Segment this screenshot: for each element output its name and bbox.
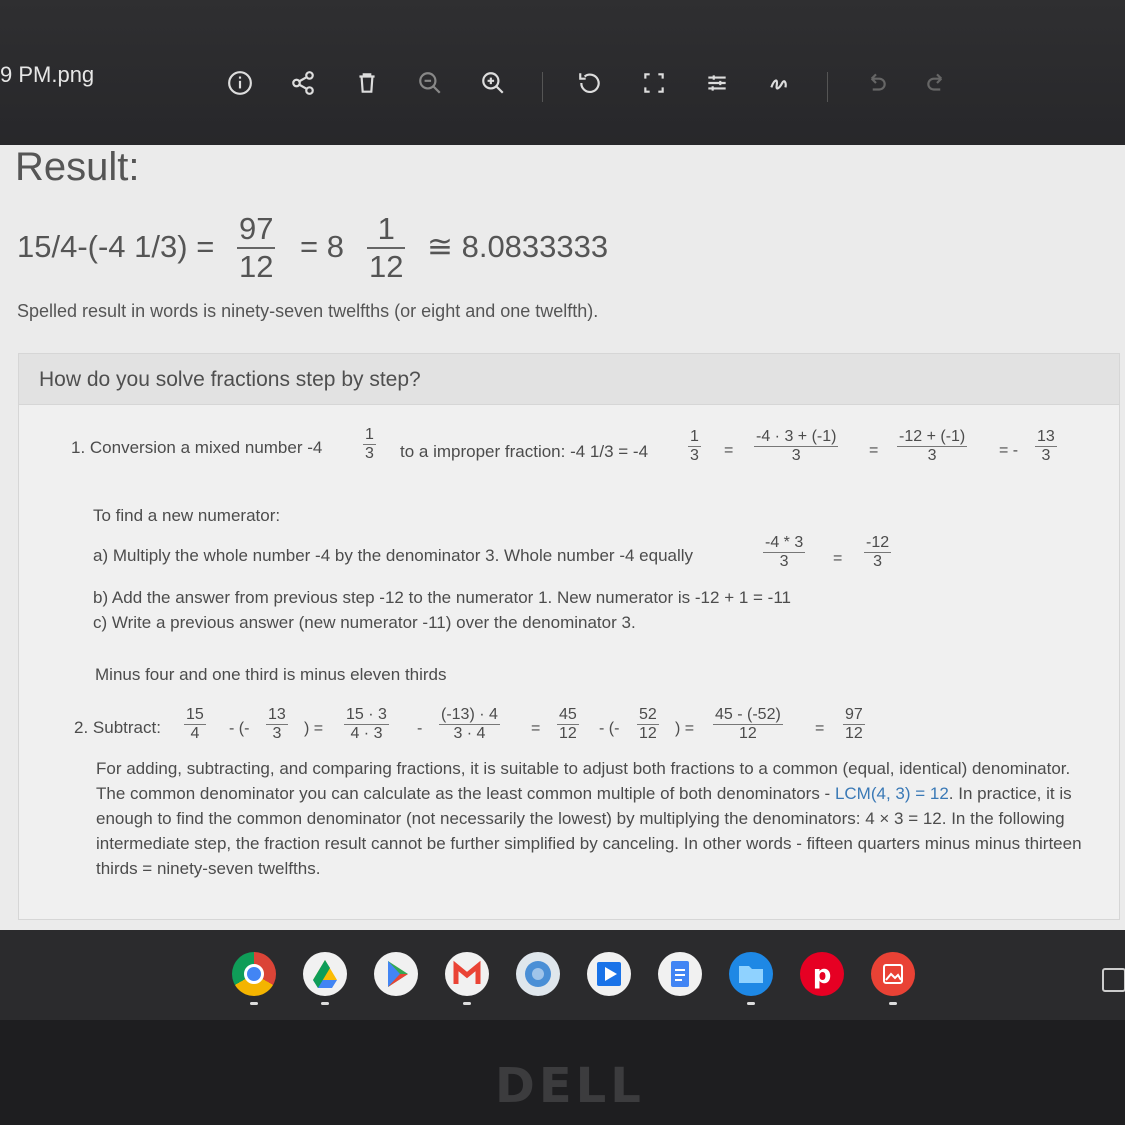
- step2-label: 2. Subtract:: [74, 718, 161, 737]
- step1-fraction: $\frac{-12 + (-1)}{3}$: [899, 428, 966, 464]
- step2-fraction: $\frac{52}{12}$: [639, 706, 657, 742]
- step2-operator: =: [815, 720, 825, 737]
- gmail-icon[interactable]: [445, 952, 489, 996]
- pinterest-icon[interactable]: [800, 952, 844, 996]
- step1-operator: =: [869, 442, 879, 459]
- docs-icon[interactable]: [658, 952, 702, 996]
- step1-text: to a improper fraction: -4 1/3 = -4: [400, 442, 649, 461]
- result-mixed-fraction: $\frac{1}{12}$: [369, 211, 404, 284]
- overview-icon[interactable]: [1102, 968, 1125, 992]
- dell-logo: DELL: [495, 1058, 645, 1114]
- step1-text: 1. Conversion a mixed number -4: [71, 438, 323, 457]
- redo-icon[interactable]: [920, 66, 954, 100]
- markup-icon[interactable]: [763, 66, 797, 100]
- zoom-out-icon[interactable]: [413, 66, 447, 100]
- step2-fraction: $\frac{45}{12}$: [559, 706, 577, 742]
- share-icon[interactable]: [286, 66, 320, 100]
- substep-a: a) Multiply the whole number -4 by the denominator 3. Whole number -4 equally: [93, 546, 694, 565]
- rotate-icon[interactable]: [573, 66, 607, 100]
- step2-fraction: $\frac{(-13) \cdot 4}{3 \cdot 4}$: [441, 706, 498, 742]
- substep-b: b) Add the answer from previous step -12 to the numerator 1. New numerator is -12 + 1 = -11: [93, 588, 791, 607]
- step1-fraction: $\frac{1}{3}$: [365, 426, 374, 462]
- step2-fraction: $\frac{13}{3}$: [268, 706, 286, 742]
- step1-operator: =: [724, 442, 734, 459]
- result-decimal: ≅ 8.0833333: [427, 229, 609, 264]
- svg-text:p: p: [812, 960, 832, 990]
- step2-fraction: $\frac{15}{4}$: [186, 706, 204, 742]
- substep-c: c) Write a previous answer (new numerator -11) over the denominator 3.: [93, 613, 636, 632]
- step1-fraction: $\frac{13}{3}$: [1037, 428, 1055, 464]
- steps-panel: [18, 353, 1120, 920]
- substep-a-operator: =: [833, 550, 843, 567]
- adjust-icon[interactable]: [700, 66, 734, 100]
- gallery-icon[interactable]: [871, 952, 915, 996]
- result-expression: 15/4-(-4 1/3) =: [17, 229, 215, 264]
- steps-header: [19, 354, 1119, 405]
- step1-fraction: $\frac{1}{3}$: [690, 428, 699, 464]
- result-whole: = 8: [300, 229, 344, 264]
- step1-operator: = -: [999, 442, 1019, 459]
- result-fraction: $\frac{97}{12}$: [239, 211, 274, 284]
- step2-operator: - (-: [599, 720, 620, 737]
- undo-icon[interactable]: [859, 66, 893, 100]
- viewer-toolbar: [0, 0, 1125, 150]
- step2-operator: -: [417, 720, 423, 737]
- steps-heading: How do you solve fractions step by step?: [39, 368, 421, 391]
- step2-operator: ) =: [675, 720, 695, 737]
- chrome-icon[interactable]: [232, 952, 276, 996]
- file-name: 9 PM.png: [0, 62, 95, 87]
- spelled-result: Spelled result in words is ninety-seven twelfths (or eight and one twelfth).: [17, 301, 599, 321]
- step2-fraction: $\frac{97}{12}$: [845, 706, 863, 742]
- info-icon[interactable]: [223, 66, 257, 100]
- play-store-icon[interactable]: [374, 952, 418, 996]
- step2-operator: - (-: [229, 720, 250, 737]
- substep-a-fraction: $\frac{-4 * 3}{3}$: [765, 534, 804, 570]
- substep-a-fraction: $\frac{-12}{3}$: [866, 534, 890, 570]
- drive-icon[interactable]: [303, 952, 347, 996]
- delete-icon[interactable]: [350, 66, 384, 100]
- step2-operator: =: [531, 720, 541, 737]
- minus-summary: Minus four and one third is minus eleven thirds: [95, 665, 447, 684]
- result-title: Result:: [15, 145, 140, 189]
- explanation-paragraph: For adding, subtracting, and comparing fractions, it is suitable to adjust both fractions to a common (equal, identical) denominator. The common denominator you can calculate as the least common multiple of both denominators - LCM(4, 3) = 12. In practice, it is enough to find the common denominator (not necessarily the lowest) by multiplying the denominators: 4 × 3 = 12. In the following intermediate step, the fraction result cannot be further simplified by canceling. In other words - fifteen quarters minus minus thirteen thirds = ninety-seven twelfths.: [96, 759, 1082, 878]
- crop-icon[interactable]: [637, 66, 671, 100]
- step2-fraction: $\frac{45 - (-52)}{12}$: [715, 706, 781, 742]
- numerator-title: To find a new numerator:: [93, 506, 281, 525]
- files-icon[interactable]: [729, 952, 773, 996]
- document-view: [0, 145, 1125, 930]
- step2-fraction: $\frac{15 \cdot 3}{4 \cdot 3}$: [346, 706, 387, 742]
- zoom-in-icon[interactable]: [476, 66, 510, 100]
- step2-operator: ) =: [304, 720, 324, 737]
- chromeos-shelf: [0, 930, 1125, 1020]
- play-movies-icon[interactable]: [587, 952, 631, 996]
- step1-fraction: $\frac{-4 \cdot 3 + (-1)}{3}$: [756, 428, 837, 464]
- remote-desktop-icon[interactable]: [516, 952, 560, 996]
- lcm-link[interactable]: LCM(4, 3) = 12: [834, 784, 949, 803]
